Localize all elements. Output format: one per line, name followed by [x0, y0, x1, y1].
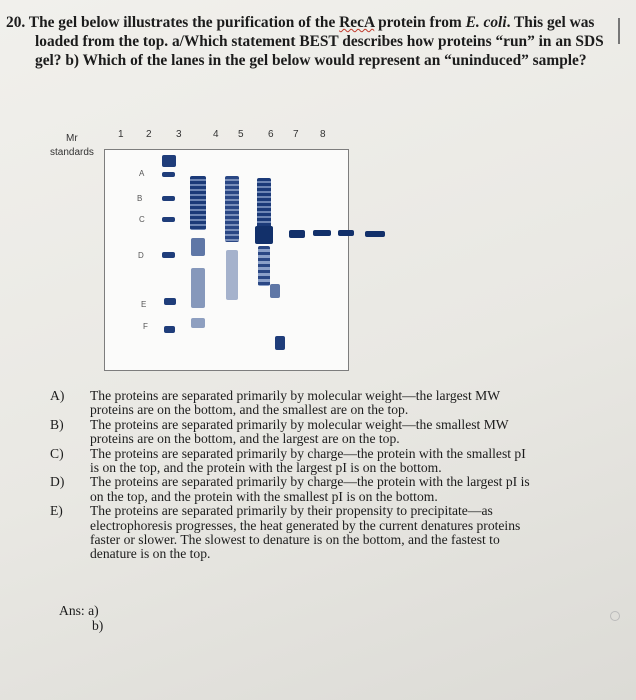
question-line-1-prefix: 20. The gel below illustrates the purification of the	[6, 14, 340, 31]
lane-number-8: 8	[320, 129, 326, 140]
gel-band	[338, 230, 354, 236]
option-letter: D)	[50, 474, 65, 490]
answer-b: b)	[92, 618, 104, 633]
gel-band	[275, 336, 285, 350]
option-text	[90, 418, 588, 447]
option-text	[90, 447, 588, 476]
ecoli-word: E. coli	[465, 14, 507, 31]
lane-number-4: 4	[213, 129, 219, 140]
gel-figure	[50, 128, 360, 373]
marker-d: D	[138, 251, 144, 260]
question-line-3: gel? b) Which of the lanes in the gel below would represent an “uninduced” sample?	[35, 52, 587, 69]
marker-c: C	[139, 215, 145, 224]
gel-band	[225, 176, 239, 242]
option-text	[90, 504, 588, 562]
marker-f: F	[143, 322, 148, 331]
question-line-1-mid: protein from	[374, 14, 466, 31]
lane-number-1: 1	[118, 129, 124, 140]
gel-band	[258, 246, 270, 286]
gel-band	[162, 155, 176, 167]
gel-band	[255, 226, 273, 244]
option-line: denature is on the top.	[90, 546, 211, 562]
gel-band	[313, 230, 331, 236]
gel-band	[191, 318, 205, 328]
option-line: proteins are on the bottom, and the smallest are on the top.	[90, 402, 409, 418]
standards-label: standards	[50, 147, 94, 158]
answer-block	[59, 603, 103, 633]
question-line-1	[6, 13, 618, 32]
gel-band	[191, 268, 205, 308]
mr-label: Mr	[66, 133, 78, 144]
reca-word: RecA	[339, 14, 375, 31]
option-letter: C)	[50, 445, 64, 461]
lane-number-2: 2	[146, 129, 152, 140]
option-line: The proteins are separated primarily by charge—the protein with the largest pI is	[90, 474, 530, 490]
gel-band	[164, 326, 175, 333]
gel-band	[270, 284, 280, 298]
option-line: on the top, and the protein with the smallest pI is on the bottom.	[90, 488, 438, 504]
option-letter: B)	[50, 416, 64, 432]
marker-e: E	[141, 300, 147, 309]
option-letter: A)	[50, 388, 65, 403]
gel-band	[257, 178, 271, 233]
lane-number-6: 6	[268, 129, 274, 140]
marker-b: B	[137, 194, 143, 203]
option-line: faster or slower. The slowest to denature is on the bottom, and the fastest to	[90, 532, 500, 548]
lane-number-7: 7	[293, 129, 299, 140]
gel-band	[191, 238, 205, 256]
gel-band	[190, 176, 206, 230]
option-line: electrophoresis progresses, the heat generated by the current denatures proteins	[90, 517, 521, 533]
gel-band	[162, 217, 175, 222]
lane-number-3: 3	[176, 129, 182, 140]
option-line: is on the top, and the protein with the largest pI is on the bottom.	[90, 460, 442, 476]
gel-band	[365, 231, 385, 237]
answer-line-1	[59, 603, 103, 618]
gel-band	[164, 298, 176, 305]
lane-number-5: 5	[238, 129, 244, 140]
answer-options	[48, 389, 588, 562]
page-edge	[618, 18, 620, 44]
marker-a: A	[139, 169, 145, 178]
gel-band	[226, 250, 238, 300]
option-text	[90, 475, 588, 504]
option-d	[48, 475, 588, 504]
option-text	[90, 389, 588, 418]
gel-band	[162, 196, 175, 201]
gel-band	[289, 230, 305, 238]
option-line: The proteins are separated primarily by molecular weight—the largest MW	[90, 388, 501, 403]
option-line: proteins are on the bottom, and the largest are on the top.	[90, 431, 400, 447]
option-c	[48, 447, 588, 476]
option-line: The proteins are separated primarily by molecular weight—the smallest MW	[90, 416, 509, 432]
option-a	[48, 389, 588, 418]
gel-band	[162, 252, 175, 258]
option-line: The proteins are separated primarily by charge—the protein with the smallest pI	[90, 445, 526, 461]
question-line-1-suffix: . This gel was	[506, 14, 595, 31]
answer-a: a)	[88, 603, 99, 618]
answer-label: Ans:	[59, 603, 85, 618]
option-letter: E)	[50, 503, 63, 519]
question-text	[6, 13, 618, 70]
gel-box	[104, 149, 349, 371]
question-line-2: loaded from the top. a/Which statement BEST describes how proteins “run” in an SDS	[35, 33, 604, 50]
option-b	[48, 418, 588, 447]
gel-band	[162, 172, 175, 177]
option-e	[48, 504, 588, 562]
faint-mark	[610, 611, 620, 621]
option-line: The proteins are separated primarily by their propensity to precipitate—as	[90, 503, 493, 519]
